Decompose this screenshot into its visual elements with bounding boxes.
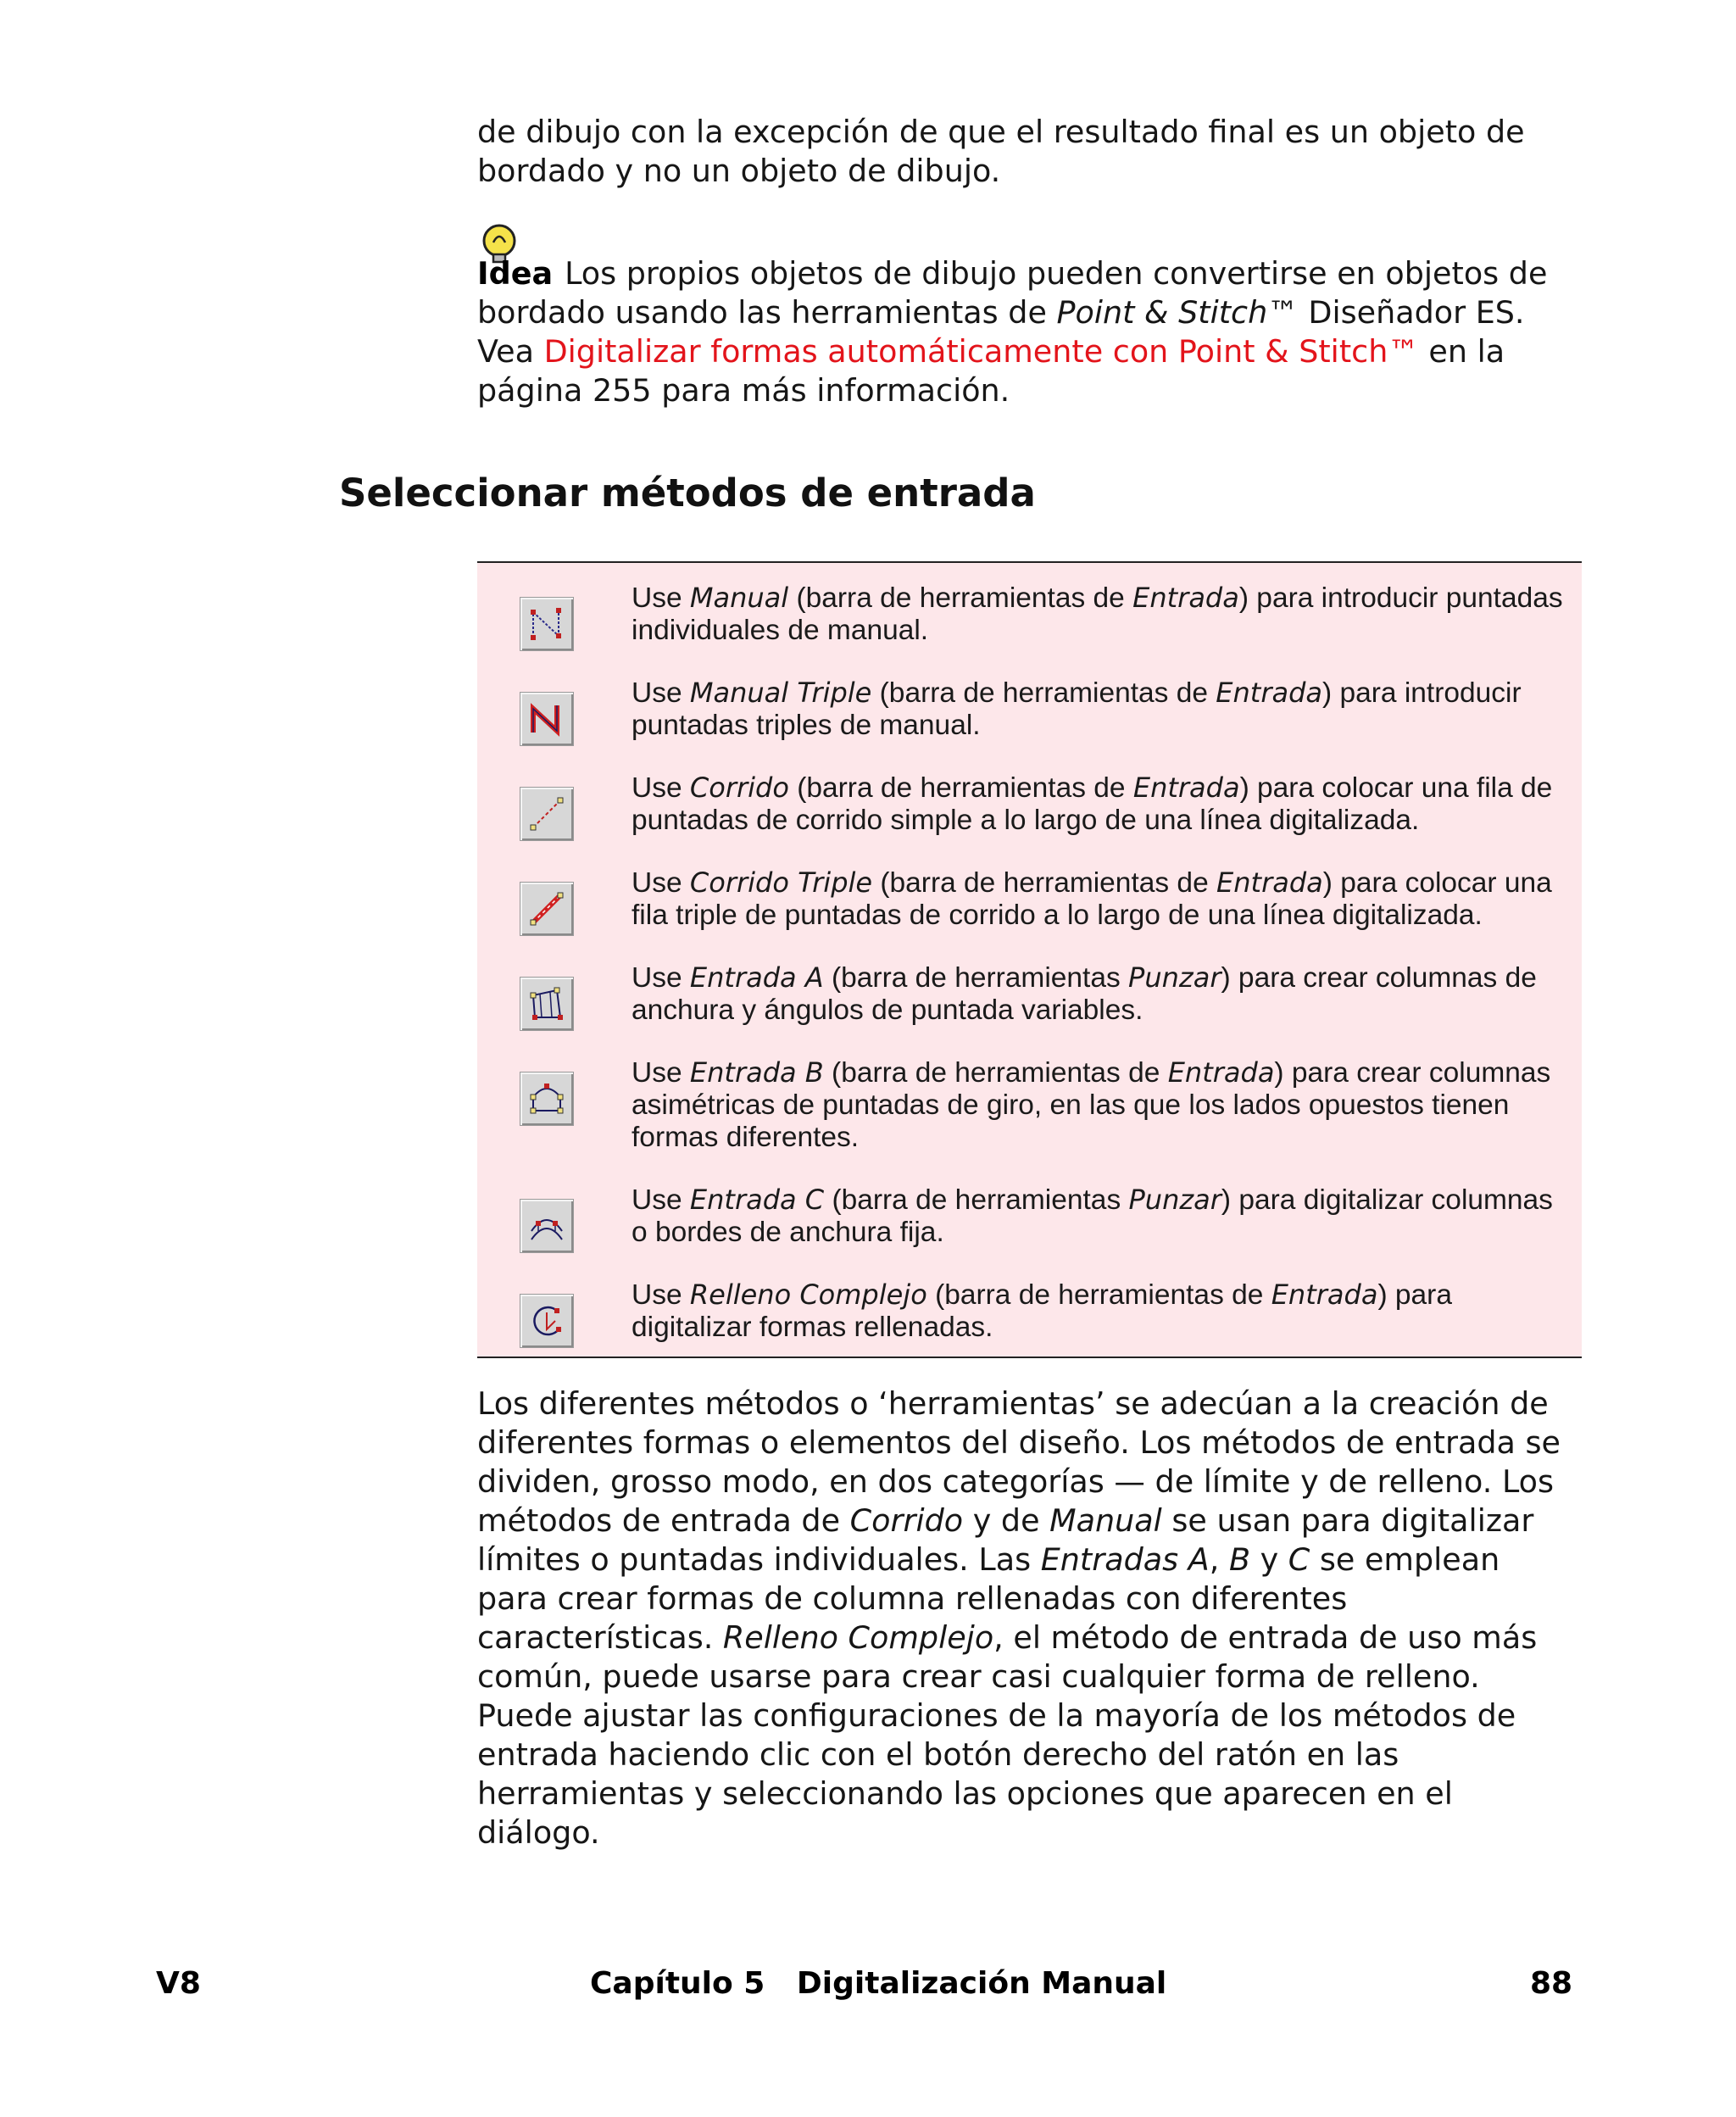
tip-text-end: en la página 255 para más información.: [477, 333, 1505, 409]
entrada-a-icon: [520, 977, 574, 1031]
footer-chapter: Capítulo 5 Digitalización Manual: [590, 1966, 1167, 2001]
tool-desc-entrada-a: Use Entrada A (barra de herramientas Punzar) para crear columnas de anchura y ángulos de puntada variables.: [632, 961, 1537, 1026]
intro-paragraph: de dibujo con la excepción de que el resultado final es un objeto de bordado y no un objeto de dibujo.: [477, 114, 1525, 189]
footer-page-number: 88: [1530, 1966, 1573, 2001]
tip-link[interactable]: Digitalizar formas automáticamente con Point & Stitch™: [543, 333, 1419, 370]
tip-paragraph: [477, 254, 1579, 410]
relleno-complejo-icon: [520, 1294, 574, 1348]
entrada-c-icon: [520, 1199, 574, 1253]
tool-desc-relleno-complejo: Use Relleno Complejo (barra de herramientas de Entrada) para digitalizar formas rellenadas.: [632, 1279, 1452, 1343]
tool-desc-corrido-triple: Use Corrido Triple (barra de herramientas de Entrada) para colocar una fila triple de puntadas de corrido a lo largo de una línea digitalizada.: [632, 866, 1552, 931]
manual-icon: [520, 597, 574, 651]
tool-desc-entrada-b: Use Entrada B (barra de herramientas de Entrada) para crear columnas asimétricas de puntadas de giro, en las que los lados opuestos tienen formas diferentes.: [632, 1056, 1551, 1153]
section-title: Seleccionar métodos de entrada: [339, 471, 1036, 515]
tool-desc-entrada-c: Use Entrada C (barra de herramientas Punzar) para digitalizar columnas o bordes de anchura fija.: [632, 1184, 1553, 1248]
tip-text-after: ™ Diseñador ES. Vea: [477, 294, 1525, 370]
manual-triple-icon: [520, 692, 574, 746]
tool-desc-manual-triple: Use Manual Triple (barra de herramientas de Entrada) para introducir puntadas triples de manual.: [632, 677, 1522, 741]
footer-version: V8: [156, 1966, 201, 2001]
tool-desc-corrido: Use Corrido (barra de herramientas de Entrada) para colocar una fila de puntadas de corrido simple a lo largo de una línea digitalizada.: [632, 772, 1553, 836]
corrido-triple-icon: [520, 882, 574, 936]
tools-table: [477, 561, 1582, 1358]
corrido-icon: [520, 787, 574, 841]
tip-product: Point & Stitch: [1056, 294, 1268, 331]
tool-desc-manual: Use Manual (barra de herramientas de Entrada) para introducir puntadas individuales de manual.: [632, 582, 1563, 646]
tip-text-before: Los propios objetos de dibujo pueden convertirse en objetos de bordado usando las herramientas de: [477, 255, 1548, 331]
entrada-b-icon: [520, 1072, 574, 1126]
closing-paragraph: Los diferentes métodos o ‘herramientas’ se adecúan a la creación de diferentes formas o elementos del diseño. Los métodos de entrada se dividen, grosso modo, en dos categorías — de límite y de relleno. Los métodos de entrada de Corrido y de Manual se usan para digitalizar límites o puntadas individuales. Las Entradas A, B y C se emplean para crear formas de columna rellenadas con diferentes características. Relleno Complejo, el método de entrada de uso más común, puede usarse para crear casi cualquier forma de relleno. Puede ajustar las configuraciones de la mayoría de los métodos de entrada haciendo clic con el botón derecho del ratón en las herramientas y seleccionando las opciones que aparecen en el diálogo.: [477, 1385, 1561, 1851]
tip-label: Idea: [477, 255, 554, 292]
